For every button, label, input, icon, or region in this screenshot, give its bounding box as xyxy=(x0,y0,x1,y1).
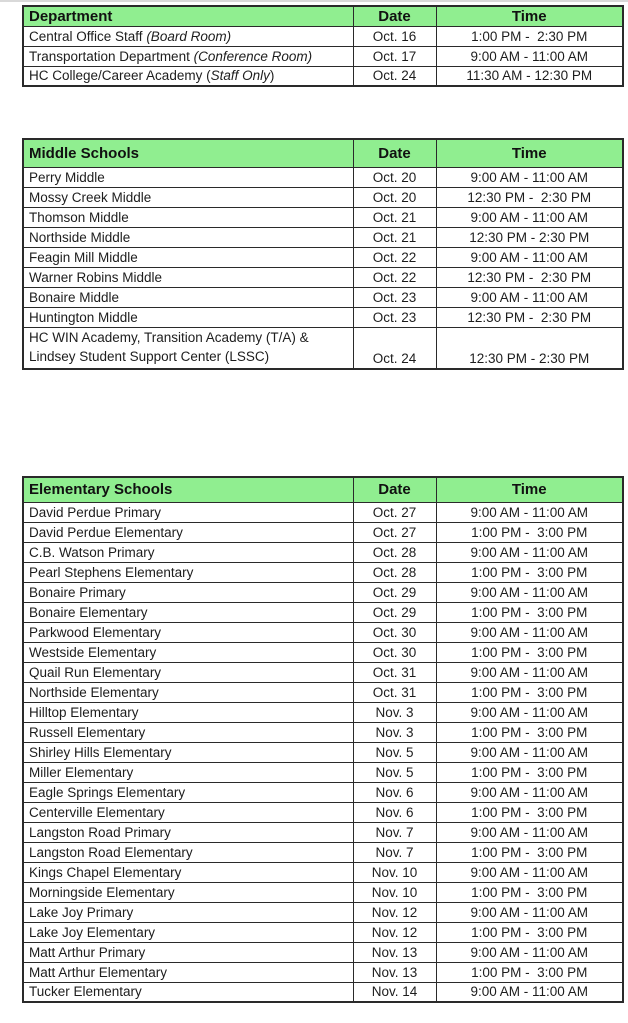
table-row xyxy=(23,902,623,922)
date-cell: Nov. 14 xyxy=(353,982,436,1002)
time-cell: 9:00 AM - 11:00 AM xyxy=(436,702,623,722)
column-header-elementary-schools: Elementary Schools xyxy=(23,477,353,502)
name-cell: Bonaire Primary xyxy=(23,582,353,602)
name-cell: Hilltop Elementary xyxy=(23,702,353,722)
name-cell: Matt Arthur Primary xyxy=(23,942,353,962)
name-cell: Westside Elementary xyxy=(23,642,353,662)
time-cell: 12:30 PM - 2:30 PM xyxy=(436,187,623,207)
table-row xyxy=(23,582,623,602)
date-cell: Oct. 27 xyxy=(353,502,436,522)
name-cell: Russell Elementary xyxy=(23,722,353,742)
time-cell: 1:00 PM - 3:00 PM xyxy=(436,962,623,982)
date-cell: Oct. 28 xyxy=(353,562,436,582)
name-cell: Warner Robins Middle xyxy=(23,267,353,287)
name-cell: Langston Road Elementary xyxy=(23,842,353,862)
date-cell: Oct. 31 xyxy=(353,662,436,682)
table-row xyxy=(23,26,623,46)
column-header-time: Time xyxy=(436,477,623,502)
date-cell: Nov. 3 xyxy=(353,722,436,742)
name-cell: C.B. Watson Primary xyxy=(23,542,353,562)
date-cell: Oct. 29 xyxy=(353,602,436,622)
time-cell: 1:00 PM - 3:00 PM xyxy=(436,522,623,542)
date-cell: Oct. 20 xyxy=(353,167,436,187)
date-cell: Oct. 30 xyxy=(353,622,436,642)
date-cell: Nov. 10 xyxy=(353,862,436,882)
table-header-row xyxy=(23,477,623,502)
column-header-date: Date xyxy=(353,139,436,167)
table-row xyxy=(23,922,623,942)
date-cell: Oct. 17 xyxy=(353,46,436,66)
name-cell: Bonaire Elementary xyxy=(23,602,353,622)
time-cell: 9:00 AM - 11:00 AM xyxy=(436,862,623,882)
table-row xyxy=(23,287,623,307)
name-cell: Tucker Elementary xyxy=(23,982,353,1002)
name-cell: Lake Joy Primary xyxy=(23,902,353,922)
name-cell: Quail Run Elementary xyxy=(23,662,353,682)
table-row xyxy=(23,882,623,902)
table-row xyxy=(23,66,623,86)
table-row xyxy=(23,762,623,782)
name-cell: Northside Elementary xyxy=(23,682,353,702)
table-row xyxy=(23,862,623,882)
name-cell: Huntington Middle xyxy=(23,307,353,327)
time-cell: 9:00 AM - 11:00 AM xyxy=(436,662,623,682)
name-cell: David Perdue Primary xyxy=(23,502,353,522)
time-cell: 1:00 PM - 3:00 PM xyxy=(436,602,623,622)
table-row xyxy=(23,227,623,247)
time-cell: 1:00 PM - 3:00 PM xyxy=(436,762,623,782)
name-cell: Thomson Middle xyxy=(23,207,353,227)
date-cell: Oct. 20 xyxy=(353,187,436,207)
time-cell: 12:30 PM - 2:30 PM xyxy=(436,227,623,247)
time-cell: 12:30 PM - 2:30 PM xyxy=(436,267,623,287)
table-row xyxy=(23,327,623,369)
date-cell: Oct. 23 xyxy=(353,307,436,327)
time-cell: 9:00 AM - 11:00 AM xyxy=(436,622,623,642)
name-note-italic: (Conference Room) xyxy=(193,48,313,64)
table-row xyxy=(23,702,623,722)
name-cell: Northside Middle xyxy=(23,227,353,247)
date-cell: Nov. 13 xyxy=(353,942,436,962)
column-header-time: Time xyxy=(436,6,623,26)
time-cell: 9:00 AM - 11:00 AM xyxy=(436,782,623,802)
time-cell: 1:00 PM - 3:00 PM xyxy=(436,922,623,942)
middle-schools-schedule-table xyxy=(22,138,624,370)
table-row xyxy=(23,682,623,702)
table-header-row xyxy=(23,139,623,167)
name-cell: Parkwood Elementary xyxy=(23,622,353,642)
name-cell: Eagle Springs Elementary xyxy=(23,782,353,802)
table-row xyxy=(23,622,623,642)
column-header-date: Date xyxy=(353,6,436,26)
time-cell: 9:00 AM - 11:00 AM xyxy=(436,902,623,922)
table-row xyxy=(23,562,623,582)
name-cell: David Perdue Elementary xyxy=(23,522,353,542)
name-cell: Langston Road Primary xyxy=(23,822,353,842)
time-cell: 1:00 PM - 3:00 PM xyxy=(436,842,623,862)
table-row xyxy=(23,307,623,327)
name-cell: Morningside Elementary xyxy=(23,882,353,902)
date-cell: Oct. 24 xyxy=(353,66,436,86)
time-cell: 1:00 PM - 3:00 PM xyxy=(436,682,623,702)
time-cell: 1:00 PM - 2:30 PM xyxy=(436,26,623,46)
name-cell: Kings Chapel Elementary xyxy=(23,862,353,882)
time-cell: 9:00 AM - 11:00 AM xyxy=(436,982,623,1002)
date-cell: Oct. 24 xyxy=(353,327,436,369)
table-row xyxy=(23,742,623,762)
name-cell: Perry Middle xyxy=(23,167,353,187)
time-cell: 9:00 AM - 11:00 AM xyxy=(436,582,623,602)
date-cell: Nov. 13 xyxy=(353,962,436,982)
name-cell: Lake Joy Elementary xyxy=(23,922,353,942)
name-cell: Matt Arthur Elementary xyxy=(23,962,353,982)
time-cell: 1:00 PM - 3:00 PM xyxy=(436,802,623,822)
table-row xyxy=(23,982,623,1002)
name-cell: HC WIN Academy, Transition Academy (T/A) & Lindsey Student Support Center (LSSC) xyxy=(23,327,353,369)
date-cell: Oct. 21 xyxy=(353,207,436,227)
time-cell: 12:30 PM - 2:30 PM xyxy=(436,307,623,327)
date-cell: Oct. 16 xyxy=(353,26,436,46)
date-cell: Oct. 21 xyxy=(353,227,436,247)
date-cell: Oct. 27 xyxy=(353,522,436,542)
time-cell: 9:00 AM - 11:00 AM xyxy=(436,502,623,522)
date-cell: Nov. 12 xyxy=(353,922,436,942)
date-cell: Nov. 3 xyxy=(353,702,436,722)
date-cell: Oct. 31 xyxy=(353,682,436,702)
name-cell: HC College/Career Academy (Staff Only) xyxy=(23,66,353,86)
table-row xyxy=(23,167,623,187)
date-cell: Nov. 5 xyxy=(353,742,436,762)
name-cell: Bonaire Middle xyxy=(23,287,353,307)
date-cell: Oct. 29 xyxy=(353,582,436,602)
name-note-italic: (Board Room) xyxy=(146,28,232,44)
time-cell: 9:00 AM - 11:00 AM xyxy=(436,46,623,66)
name-cell: Feagin Mill Middle xyxy=(23,247,353,267)
table-row xyxy=(23,187,623,207)
elementary-schools-schedule-table xyxy=(22,476,624,1003)
name-cell: Shirley Hills Elementary xyxy=(23,742,353,762)
date-cell: Oct. 22 xyxy=(353,247,436,267)
date-cell: Nov. 7 xyxy=(353,822,436,842)
date-cell: Nov. 7 xyxy=(353,842,436,862)
table-row xyxy=(23,962,623,982)
date-cell: Oct. 23 xyxy=(353,287,436,307)
time-cell: 1:00 PM - 3:00 PM xyxy=(436,642,623,662)
table-row xyxy=(23,46,623,66)
table-row xyxy=(23,602,623,622)
date-cell: Oct. 22 xyxy=(353,267,436,287)
time-cell: 9:00 AM - 11:00 AM xyxy=(436,247,623,267)
column-header-time: Time xyxy=(436,139,623,167)
time-cell: 11:30 AM - 12:30 PM xyxy=(436,66,623,86)
time-cell: 9:00 AM - 11:00 AM xyxy=(436,542,623,562)
table-row xyxy=(23,802,623,822)
table-header-row xyxy=(23,6,623,26)
time-cell: 12:30 PM - 2:30 PM xyxy=(436,327,623,369)
table-row xyxy=(23,662,623,682)
date-cell: Nov. 10 xyxy=(353,882,436,902)
table-row xyxy=(23,247,623,267)
date-cell: Nov. 6 xyxy=(353,802,436,822)
name-cell: Mossy Creek Middle xyxy=(23,187,353,207)
name-cell: Transportation Department (Conference Room) xyxy=(23,46,353,66)
time-cell: 9:00 AM - 11:00 AM xyxy=(436,207,623,227)
time-cell: 9:00 AM - 11:00 AM xyxy=(436,287,623,307)
date-cell: Oct. 30 xyxy=(353,642,436,662)
column-header-date: Date xyxy=(353,477,436,502)
column-header-department: Department xyxy=(23,6,353,26)
table-row xyxy=(23,522,623,542)
name-cell: Central Office Staff (Board Room) xyxy=(23,26,353,46)
department-schedule-table xyxy=(22,5,624,87)
time-cell: 9:00 AM - 11:00 AM xyxy=(436,167,623,187)
time-cell: 9:00 AM - 11:00 AM xyxy=(436,822,623,842)
name-cell: Centerville Elementary xyxy=(23,802,353,822)
name-cell: Pearl Stephens Elementary xyxy=(23,562,353,582)
table-row xyxy=(23,207,623,227)
date-cell: Nov. 6 xyxy=(353,782,436,802)
table-row xyxy=(23,842,623,862)
table-row xyxy=(23,542,623,562)
time-cell: 1:00 PM - 3:00 PM xyxy=(436,882,623,902)
name-cell: Miller Elementary xyxy=(23,762,353,782)
table-row xyxy=(23,502,623,522)
table-row xyxy=(23,822,623,842)
time-cell: 1:00 PM - 3:00 PM xyxy=(436,562,623,582)
table-row xyxy=(23,642,623,662)
scan-artifact-line xyxy=(0,0,628,2)
table-row xyxy=(23,267,623,287)
time-cell: 9:00 AM - 11:00 AM xyxy=(436,942,623,962)
table-row xyxy=(23,722,623,742)
table-row xyxy=(23,782,623,802)
time-cell: 9:00 AM - 11:00 AM xyxy=(436,742,623,762)
date-cell: Nov. 5 xyxy=(353,762,436,782)
date-cell: Nov. 12 xyxy=(353,902,436,922)
name-note-italic: Staff Only xyxy=(210,68,270,84)
column-header-middle-schools: Middle Schools xyxy=(23,139,353,167)
table-row xyxy=(23,942,623,962)
date-cell: Oct. 28 xyxy=(353,542,436,562)
time-cell: 1:00 PM - 3:00 PM xyxy=(436,722,623,742)
